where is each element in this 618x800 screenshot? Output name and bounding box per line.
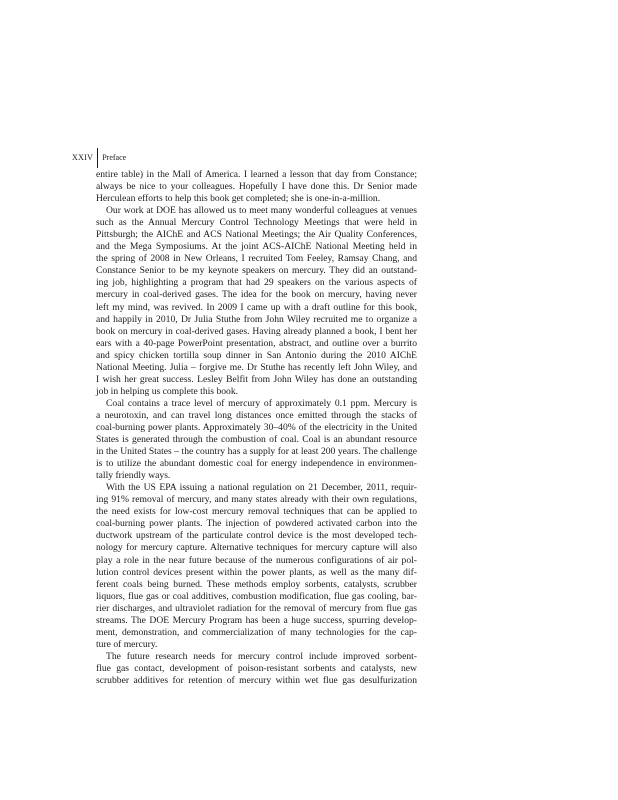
text-line: the spring of 2008 in New Orleans, I recruited Tom Feeley, Ramsay Chang, and (96, 253, 417, 265)
text-line: always be nice to your colleagues. Hopefully I have done this. Dr Senior made (96, 181, 417, 193)
text-line: ture of mercury. (96, 638, 158, 650)
text-line: nology for mercury capture. Alternative techniques for mercury capture will also (96, 542, 417, 554)
text-line: coal-burning power plants. The injection of powdered activated carbon into the (96, 518, 417, 530)
text-line: and spicy chicken tortilla soup dinner in San Antonio during the 2010 AIChE (96, 349, 417, 361)
text-line: tally friendly ways. (96, 470, 171, 482)
text-line: ferent coals being burned. These methods employ sorbents, catalysts, scrubber (96, 578, 417, 590)
section-title: Preface (102, 153, 127, 162)
text-line: ing job, highlighting a program that had 29 speakers on the various aspects of (96, 277, 417, 289)
text-line: mercury in coal-derived gases. The idea for the book on mercury, having never (96, 289, 417, 301)
text-line: left my mind, was revived. In 2009 I came up with a draft outline for this book, (96, 301, 417, 313)
text-line: a neurotoxin, and can travel long distances once emitted through the stacks of (96, 409, 417, 421)
text-line: Herculean efforts to help this book get completed; she is one-in-a-million. (96, 193, 381, 205)
text-line: I wish her great success. Lesley Belfit from John Wiley has done an outstanding (96, 373, 417, 385)
text-line: The future research needs for mercury control include improved sorbent- (106, 650, 417, 662)
text-line: and happily in 2010, Dr Julia Stuthe from John Wiley recruited me to organize a (96, 313, 417, 325)
text-line: coal-burning power plants. Approximately 30–40% of the electricity in the United (96, 421, 417, 433)
text-line: National Meeting. Julia – forgive me. Dr Stuthe has recently left John Wiley, and (96, 361, 417, 373)
page-number: XXIV (72, 153, 94, 162)
text-line: lution control devices present within the power plants, as well as the many dif- (96, 566, 417, 578)
text-line: With the US EPA issuing a national regulation on 21 December, 2011, requir- (106, 482, 417, 494)
running-head (72, 148, 126, 168)
text-line: liquors, flue gas or coal additives, combustion modification, flue gas cooling, bar- (96, 590, 417, 602)
text-line: in the United States – the country has a supply for at least 200 years. The challenge (96, 446, 417, 458)
text-line: Coal contains a trace level of mercury of approximately 0.1 ppm. Mercury is (106, 397, 417, 409)
text-line: ears with a 40-page PowerPoint presentation, abstract, and outline over a burrito (96, 337, 417, 349)
text-line: job in helping us complete this book. (96, 385, 239, 397)
text-line: ductwork upstream of the particulate control device is the most developed tech- (96, 530, 417, 542)
text-line: flue gas contact, development of poison-resistant sorbents and catalysts, new (96, 662, 417, 674)
text-line: States is generated through the combustion of coal. Coal is an abundant resource (96, 434, 417, 446)
text-line: book on mercury in coal-derived gases. Having already planned a book, I bent her (96, 325, 417, 337)
text-line: entire table) in the Mall of America. I learned a lesson that day from Constance; (96, 169, 417, 180)
text-line: such as the Annual Mercury Control Technology Meetings that were held in (96, 217, 417, 229)
text-line: Constance Senior to be my keynote speakers on mercury. They did an outstand- (96, 265, 417, 277)
body-text (96, 169, 417, 687)
text-line: ing 91% removal of mercury, and many states already with their own regulations, (96, 494, 417, 506)
text-line: streams. The DOE Mercury Program has been a huge success, spurring develop- (96, 614, 417, 626)
text-line: the need exists for low-cost mercury removal techniques that can be applied to (96, 506, 417, 518)
text-line: scrubber additives for retention of mercury within wet flue gas desulfurization (96, 674, 417, 686)
text-line: rier discharges, and ultraviolet radiation for the removal of mercury from flue gas (96, 602, 417, 614)
text-line: and the Mega Symposiums. At the joint ACS-AIChE National Meeting held in (96, 241, 417, 253)
text-line: is to utilize the abundant domestic coal for energy independence in environmen- (96, 458, 417, 470)
text-line: play a role in the near future because of the numerous configurations of air pol- (96, 554, 417, 566)
text-line: Our work at DOE has allowed us to meet many wonderful colleagues at venues (106, 205, 417, 217)
header-divider (97, 148, 98, 168)
text-line: Pittsburgh; the AIChE and ACS National Meetings; the Air Quality Conferences, (96, 229, 417, 241)
text-line: ment, demonstration, and commercialization of many technologies for the cap- (96, 626, 417, 638)
